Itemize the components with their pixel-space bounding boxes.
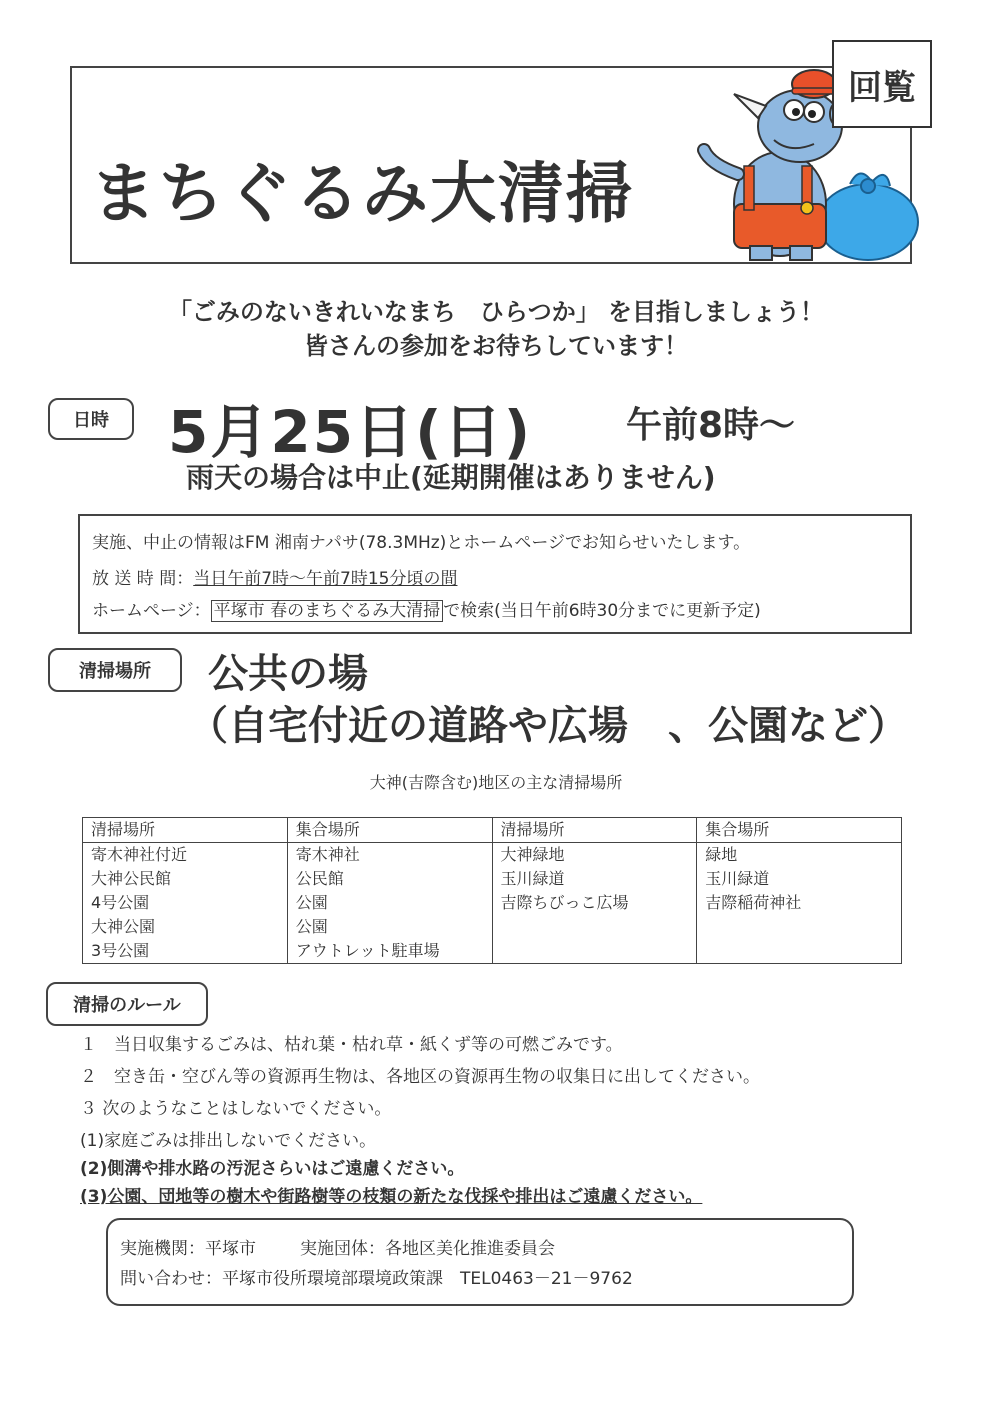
list-item: 寄木神社 [295,845,360,864]
circulation-badge: 回覧 [832,40,932,128]
rule-item-3: ３ 次のようなことはしないでください。 [80,1099,392,1119]
table-header-cell: 清掃場所 [83,818,288,843]
table-cell-col1 [83,843,288,964]
table-header-cell: 集合場所 [697,818,902,843]
event-time: 午前8時～ [626,405,796,446]
list-item: 公園 [295,917,328,936]
rule-subitem-1: (1)家庭ごみは排出しないでください。 [80,1131,377,1151]
rule-item-1: １ 当日収集するごみは、枯れ葉・枯れ草・紙くず等の可燃ごみです。 [80,1035,623,1055]
slogan-line-2: 皆さんの参加をお待ちしています！ [304,332,688,360]
list-item: 吉際ちびっこ広場 [500,893,629,912]
list-item: 3号公園 [91,941,150,960]
contact-line: 問い合わせ：平塚市役所環境部環境政策課 TEL0463－21－9762 [120,1269,633,1289]
broadcast-line [92,564,457,589]
rule-item-2: ２ 空き缶・空びん等の資源再生物は、各地区の資源再生物の収集日に出してください。 [80,1067,760,1087]
homepage-line [92,596,761,621]
list-item: 吉際稲荷神社 [705,893,802,912]
table-cell-col2 [287,843,492,964]
list-item: 大神公民館 [91,869,172,888]
table-cell-col4 [697,843,902,964]
contact-box [106,1218,854,1306]
list-item: 大神公園 [91,917,156,936]
broadcast-label: 放 送 時 間： [92,569,194,589]
homepage-suffix: で検索(当日午前6時30分までに更新予定) [443,601,761,621]
organizer-group: 実施団体：各地区美化推進委員会 [300,1239,555,1259]
rule-subitem-3: (3)公園、団地等の樹木や街路樹等の枝類の新たな伐採や排出はご遠慮ください。 [80,1187,703,1207]
homepage-search-term: 平塚市 春のまちぐるみ大清掃 [211,600,443,622]
list-item: アウトレット駐車場 [295,941,440,960]
location-label: 清掃場所 [48,648,182,692]
table-header-cell: 集合場所 [287,818,492,843]
homepage-label: ホームページ： [92,601,211,621]
table-header-cell: 清掃場所 [492,818,697,843]
table-header-row [83,818,902,843]
info-line-1: 実施、中止の情報はFM 湘南ナパサ(78.3MHz)とホームページでお知らせいたします。 [92,533,751,553]
list-item: 玉川緑道 [705,869,770,888]
organizer-agency: 実施機関：平塚市 [120,1239,256,1259]
list-item: 寄木神社付近 [91,845,188,864]
location-line-1: 公共の場 [208,651,368,697]
list-item: 4号公園 [91,893,150,912]
organizer-line [120,1234,555,1259]
table-row [83,843,902,964]
rule-subitem-2: (2)側溝や排水路の汚泥さらいはご遠慮ください。 [80,1159,465,1179]
list-item: 大神緑地 [500,845,565,864]
cleaning-places-table [82,817,902,964]
table-subheading: 大神(吉際含む)地区の主な清掃場所 [369,773,623,792]
slogan-line-1: 「ごみのないきれいなまち ひらつか」 を目指しましょう！ [167,298,825,326]
location-line-2: （自宅付近の道路や広場 、公園など） [188,703,908,749]
rules-label: 清掃のルール [46,982,208,1026]
list-item: 公民館 [295,869,344,888]
page-title: まちぐるみ大清掃 [90,155,634,232]
broadcast-time: 当日午前7時～午前7時15分頃の間 [193,569,458,589]
list-item: 公園 [295,893,328,912]
rain-note: 雨天の場合は中止(延期開催はありません) [186,461,716,494]
list-item: 緑地 [705,845,738,864]
schedule-label: 日時 [48,398,134,440]
event-date: 5月25日(日) [168,398,533,466]
list-item: 玉川緑道 [500,869,565,888]
table-cell-col3 [492,843,697,964]
